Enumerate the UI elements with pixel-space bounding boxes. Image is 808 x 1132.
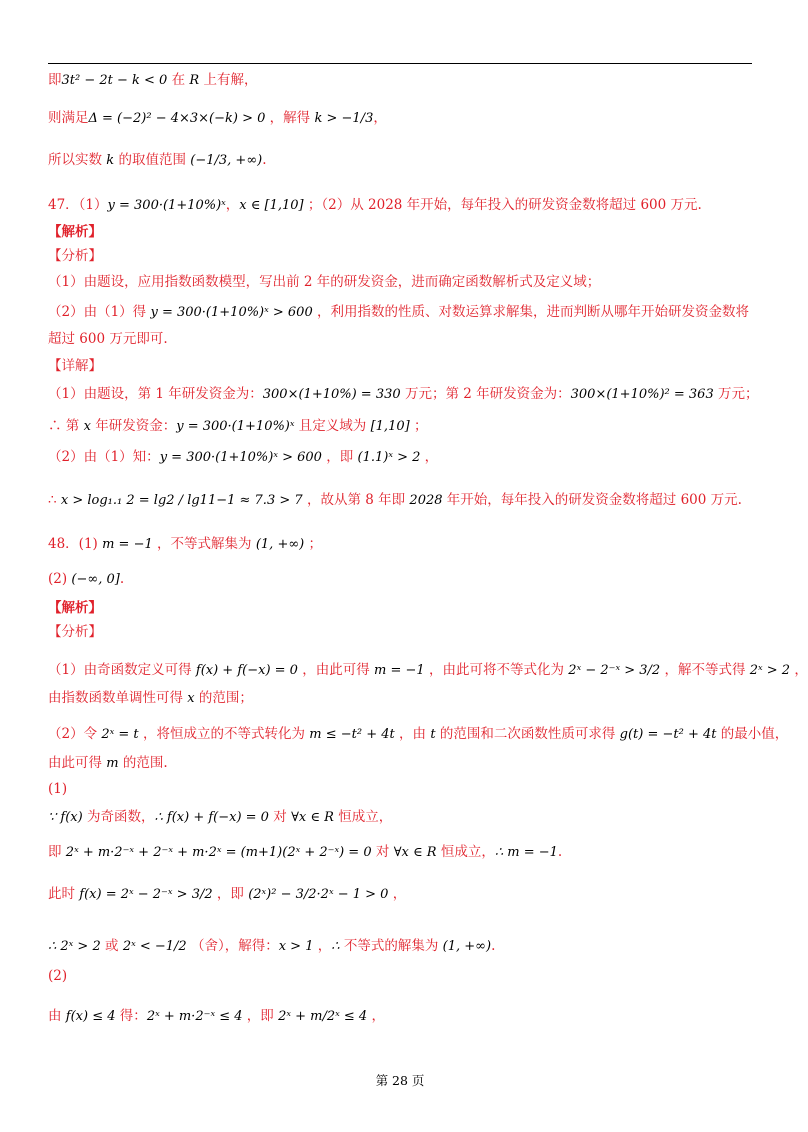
text-segment: 在 [167, 72, 190, 88]
text-line [48, 70, 258, 91]
text-segment: ，即 [212, 886, 249, 902]
math-expression: 2ˣ − 2⁻ˣ > 3/2 [568, 663, 661, 678]
text-segment: 即 [48, 844, 66, 860]
math-expression: ∵ f(x) [48, 810, 83, 825]
math-expression: y = 300·(1+10%)ˣ > 600 [150, 305, 313, 320]
text-segment: ， [388, 886, 407, 902]
text-segment: 恒成立， [333, 809, 393, 825]
text-segment: 或 [100, 938, 123, 954]
text-segment: ，由此可得 [297, 662, 375, 678]
text-segment: 年研发资金： [90, 418, 177, 434]
text-segment: ； [304, 536, 323, 552]
math-expression: k > −1/3 [314, 111, 374, 126]
math-expression: f(x) ≤ 4 [65, 1009, 116, 1024]
math-expression: x > 1 [278, 939, 314, 954]
text-segment: ， [373, 110, 387, 126]
text-line [48, 779, 67, 799]
math-expression: m = −1 [102, 537, 153, 552]
text-segment: 由指数函数单调性可得 [48, 690, 188, 706]
text-segment: 的最小值， [716, 726, 789, 742]
text-segment: 48．(1) [48, 536, 103, 552]
text-line [48, 1006, 385, 1027]
text-segment: ，即 [321, 449, 358, 465]
text-segment: ；（2）从 2028 年开始，每年投入的研发资金数将超过 600 万元. [303, 197, 702, 213]
math-expression: f(x) + f(−x) = 0 [195, 663, 298, 678]
text-segment: ，故从第 8 年即 [302, 492, 410, 508]
text-line [48, 150, 267, 171]
text-line [48, 688, 253, 709]
text-segment: 则满足 [48, 110, 89, 126]
math-expression: (1.1)ˣ > 2 [357, 450, 421, 465]
math-expression: R [189, 73, 200, 88]
text-line [48, 936, 495, 957]
math-expression: ∴ f(x) + f(−x) = 0 [154, 810, 269, 825]
text-segment: 超过 600 万元即可. [48, 331, 168, 347]
text-segment: 【分析】 [48, 624, 102, 640]
text-segment: ，不等式解集为 [152, 536, 256, 552]
text-segment: (1) [48, 781, 68, 797]
text-line [48, 222, 102, 242]
math-expression: m ≤ −t² + 4t [309, 727, 395, 742]
math-expression: t [430, 727, 436, 742]
text-segment: . [557, 844, 563, 860]
text-segment: 不等式的解集为 [339, 938, 443, 954]
text-segment: . [491, 938, 496, 954]
math-expression: x [187, 691, 195, 706]
text-line [48, 416, 427, 437]
math-expression: ∴ [331, 939, 340, 954]
math-expression: m [106, 756, 119, 771]
text-segment: （2）令 [48, 726, 102, 742]
text-line [48, 108, 387, 129]
math-expression: 2ˣ + m·2⁻ˣ + 2⁻ˣ + m·2ˣ = (m+1)(2ˣ + 2⁻ˣ) = 0 [65, 845, 372, 860]
math-expression: y = 300·(1+10%)ˣ [176, 419, 295, 434]
math-expression: 2028 [409, 493, 443, 508]
text-segment: ； [409, 418, 428, 434]
math-expression: y = 300·(1+10%)ˣ > 600 [159, 450, 322, 465]
text-segment: . [119, 571, 125, 587]
text-line [48, 302, 749, 323]
text-segment: 的取值范围 [114, 152, 191, 168]
text-line [48, 966, 67, 986]
text-segment: 【详解】 [48, 358, 102, 374]
text-line [48, 842, 562, 863]
text-segment: ，由此可将不等式化为 [424, 662, 569, 678]
text-line [48, 447, 438, 468]
text-segment: 由 [48, 1008, 66, 1024]
text-line [48, 195, 702, 216]
text-line [48, 598, 102, 618]
text-segment: 的范围和二次函数性质可求得 [435, 726, 620, 742]
text-segment: ，解得 [265, 110, 315, 126]
text-line [48, 884, 406, 905]
text-segment: (2) [48, 571, 72, 587]
text-line [48, 490, 742, 511]
text-segment: ， [367, 1008, 385, 1024]
text-segment: 此时 [48, 886, 80, 902]
text-segment: （2）由（1）得 [48, 304, 151, 320]
text-segment: （2）由（1）知： [48, 449, 160, 465]
text-segment: 对 [371, 844, 394, 860]
text-segment: （1）由题设，第 1 年研发资金为： [48, 386, 263, 402]
math-expression: 2ˣ = t [101, 727, 139, 742]
text-line [48, 622, 102, 642]
text-segment: 且定义域为 [294, 418, 371, 434]
text-line [48, 246, 102, 266]
text-segment: 【解析】 [48, 224, 102, 240]
math-expression: (1, +∞) [442, 939, 492, 954]
text-segment: 【解析】 [48, 600, 102, 616]
text-line [48, 660, 808, 681]
math-expression: 2ˣ > 2 [749, 663, 791, 678]
math-expression: f(x) = 2ˣ − 2⁻ˣ > 3/2 [79, 887, 213, 902]
text-segment: （1）由题设，应用指数函数模型，写出前 2 年的研发资金，进而确定函数解析式及定义域； [48, 274, 601, 290]
text-segment: ， [225, 197, 240, 213]
math-expression: ∴ 2ˣ > 2 [48, 939, 101, 954]
text-segment: 万元；第 2 年研发资金为： [400, 386, 571, 402]
text-segment: ∴ 第 [48, 418, 84, 434]
text-segment: 由此可得 [48, 755, 107, 771]
math-expression: ∀x ∈ R [291, 810, 334, 825]
text-segment: ， [790, 662, 808, 678]
text-segment: ，利用指数的性质、对数运算求解集，进而判断从哪年开始研发资金数将 [312, 304, 750, 320]
math-expression: 2ˣ + m/2ˣ ≤ 4 [278, 1009, 368, 1024]
text-segment: 所以实数 [48, 152, 107, 168]
text-line [48, 753, 168, 774]
text-line [48, 724, 788, 745]
math-expression: (2ˣ)² − 3/2·2ˣ − 1 > 0 [248, 887, 389, 902]
text-segment: ，由 [394, 726, 431, 742]
math-expression: m = −1 [374, 663, 425, 678]
math-expression: (−∞, 0] [71, 572, 120, 587]
text-line [48, 272, 600, 292]
math-expression: x [83, 419, 91, 434]
text-line [48, 534, 322, 555]
text-segment: 上有解， [199, 72, 258, 88]
math-expression: 300×(1+10%)² = 363 [570, 387, 714, 402]
text-line [48, 356, 102, 376]
text-line [48, 569, 124, 590]
text-line [48, 384, 759, 405]
math-expression: (−1/3, +∞) [190, 153, 263, 168]
text-segment: ，将恒成立的不等式转化为 [138, 726, 310, 742]
text-segment: ， [313, 938, 332, 954]
text-segment: . [262, 152, 267, 168]
text-segment: （1）由奇函数定义可得 [48, 662, 196, 678]
text-segment: 47．（1） [48, 197, 108, 213]
math-expression: k [106, 153, 115, 168]
page-number: 第 28 页 [375, 1073, 425, 1088]
math-expression: 300×(1+10%) = 330 [262, 387, 401, 402]
math-expression: ∴ m = −1 [494, 845, 558, 860]
text-segment: 即 [48, 72, 62, 88]
text-segment: ，解不等式得 [660, 662, 750, 678]
text-segment: 为奇函数， [82, 809, 155, 825]
text-segment: ， [420, 449, 439, 465]
math-expression: g(t) = −t² + 4t [619, 727, 717, 742]
text-segment: 万元； [713, 386, 759, 402]
text-segment: 年开始，每年投入的研发资金数将超过 600 万元. [442, 492, 742, 508]
text-segment: ，即 [242, 1008, 279, 1024]
text-segment: (2) [48, 968, 68, 984]
text-segment: 的范围； [194, 690, 253, 706]
math-expression: 3t² − 2t − k < 0 [61, 73, 168, 88]
text-segment: （舍），解得： [186, 938, 279, 954]
math-expression: (1, +∞) [255, 537, 305, 552]
math-expression: y = 300·(1+10%)ˣ [107, 198, 226, 213]
text-segment: 对 [268, 809, 292, 825]
math-expression: x > log₁.₁ 2 = lg2 / lg11−1 ≈ 7.3 > 7 [60, 493, 303, 508]
math-expression: Δ = (−2)² − 4×3×(−k) > 0 [88, 111, 266, 126]
math-expression: [1,10] [370, 419, 410, 434]
text-segment: 得： [115, 1008, 147, 1024]
math-expression: ∀x ∈ R [393, 845, 437, 860]
text-segment: 恒成立， [436, 844, 495, 860]
header-rule [48, 63, 752, 64]
math-expression: 2ˣ + m·2⁻ˣ ≤ 4 [146, 1009, 243, 1024]
math-expression: 2ˣ < −1/2 [122, 939, 187, 954]
text-segment: ∴ [48, 492, 61, 508]
text-line [48, 329, 168, 349]
text-line [48, 807, 392, 828]
math-expression: x ∈ [1,10] [239, 198, 304, 213]
text-segment: 的范围. [118, 755, 168, 771]
text-segment: 【分析】 [48, 248, 102, 264]
